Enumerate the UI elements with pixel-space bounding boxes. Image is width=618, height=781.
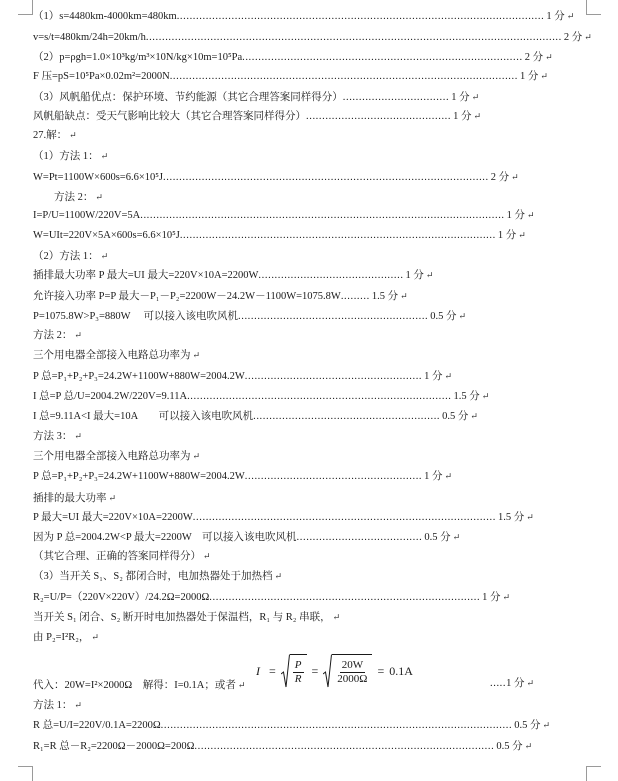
paragraph-mark: ↵ [584, 32, 592, 42]
answer-line [33, 589, 593, 606]
formula-result: 0.1A [389, 663, 413, 678]
paragraph-mark: ↵ [540, 71, 548, 81]
paragraph-mark: ↵ [74, 330, 82, 340]
paragraph-mark: ↵ [458, 311, 467, 321]
line-score: 2 分 [490, 172, 510, 183]
line-text: I 总=9.11A<I 最大=10A 可以接入该电吹风机 [33, 411, 254, 422]
line-text: （2）方法 1： [33, 251, 99, 262]
answer-line [33, 509, 593, 526]
answer-line [33, 347, 593, 364]
line-text: I 总=P 总/U=2004.2W/220V=9.11A [33, 391, 188, 402]
frac-den-2000ohm: 2000Ω [337, 672, 368, 685]
line-score: 1 分 [482, 592, 501, 603]
paragraph-mark: ↵ [542, 720, 550, 730]
line-score: 1.5 分 [497, 512, 525, 523]
answer-line [33, 717, 593, 734]
line-text: R₂=U/P=（220V×220V）/24.2Ω=2000Ω [33, 592, 210, 603]
answer-line [33, 388, 593, 405]
formula-score-value: 1 分 [506, 678, 525, 689]
frac-p-over-r [293, 659, 304, 686]
line-leader-dots: .................................................................................................................. [176, 11, 545, 22]
paragraph-mark: ↵ [203, 551, 211, 561]
line-text: P 最大=UI 最大=220V×10A=2200W [33, 512, 193, 523]
line-text: 插排最大功率 P 最大=UI 最大=220V×10A=2200W [33, 270, 259, 281]
paragraph-mark: ↵ [108, 493, 117, 503]
answer-line [33, 548, 593, 565]
answer-line [33, 148, 593, 165]
formula-score [490, 675, 534, 692]
line-text: W=Pt=1100W×600s=6.6×10⁵J [33, 172, 164, 183]
line-score: 1 分 [497, 230, 517, 241]
answer-line [33, 308, 593, 325]
paragraph-mark: ↵ [524, 741, 533, 751]
line-leader-dots: .................................................................................................. [179, 230, 496, 241]
line-leader-dots: ....................................................... [244, 371, 423, 382]
line-text: 方法 2： [33, 192, 94, 203]
line-score: 0.5 分 [442, 411, 469, 422]
line-score: 0.5 分 [514, 720, 541, 731]
line-score: 2 分 [524, 52, 544, 63]
paragraph-mark: ↵ [527, 210, 535, 220]
answer-line [33, 327, 593, 344]
paragraph-mark: ↵ [192, 451, 201, 461]
paragraph-mark: ↵ [511, 172, 519, 182]
answer-line [33, 609, 593, 626]
line-text: 三个用电器全部接入电路总功率为 [33, 451, 191, 462]
line-text: 当开关 S₁ 闭合、S₂ 断开时电加热器处于保温档，R₁ 与 R₂ 串联， [33, 612, 331, 623]
line-leader-dots: ....................................... [296, 532, 423, 543]
paragraph-mark: ↵ [452, 532, 461, 542]
line-text: 风帆船缺点：受天气影响比较大（其它合理答案同样得分） [33, 111, 306, 122]
line-leader-dots: ................................................................................................................. [140, 210, 505, 221]
paragraph-mark: ↵ [91, 632, 99, 642]
line-text: R₁=R 总－R₂=2200Ω－2000Ω=200Ω [33, 741, 195, 752]
line-leader-dots: ............................................................................................. [194, 741, 495, 752]
line-score: 1.5 分 [453, 391, 480, 402]
paragraph-mark: ↵ [237, 680, 246, 690]
line-text: 27.解： [33, 130, 68, 141]
paragraph-mark: ↵ [192, 350, 201, 360]
line-score: 1 分 [453, 111, 472, 122]
answer-line [33, 127, 593, 144]
paragraph-mark: ↵ [481, 391, 490, 401]
answer-line [33, 89, 593, 106]
line-leader-dots: ........................................................... [238, 311, 429, 322]
line-text: 方法 2： [33, 330, 73, 341]
line-score: 0.5 分 [424, 532, 451, 543]
line-leader-dots: ....................................................... [244, 471, 423, 482]
sqrt-p-over-r [281, 654, 307, 688]
page-corner-bottom-right [586, 766, 601, 781]
line-leader-dots: ............................................................................................................. [160, 720, 513, 731]
answer-line [33, 108, 593, 125]
line-leader-dots: .................................................................................... [209, 592, 481, 603]
answer-line [33, 529, 593, 546]
page-corner-bottom-left [18, 766, 33, 781]
formula-lhs: I [256, 663, 260, 678]
line-score: 1 分 [546, 11, 565, 22]
line-leader-dots: .................................................................................. [187, 391, 452, 402]
paragraph-mark: ↵ [274, 571, 283, 581]
line-leader-dots: ............................................................................................................ [169, 71, 518, 82]
paragraph-mark: ↵ [74, 700, 82, 710]
sqrt-values [323, 654, 372, 688]
answer-line [33, 29, 593, 46]
answer-line [33, 207, 593, 224]
paragraph-mark: ↵ [95, 192, 103, 202]
line-score: 0.5 分 [496, 741, 523, 752]
answer-line [33, 49, 593, 66]
line-score: 2 分 [563, 32, 583, 43]
line-score: 1 分 [451, 92, 470, 103]
line-leader-dots: ............................................. [258, 270, 404, 281]
paragraph-mark: ↵ [545, 52, 553, 62]
paragraph-mark: ↵ [444, 371, 453, 381]
frac-num-20w: 20W [341, 658, 364, 671]
line-text: （2）p=ρgh=1.0×10³kg/m³×10N/kg×10m=10⁵Pa [33, 52, 243, 63]
paragraph-mark: ↵ [69, 130, 77, 140]
page-corner-top-left [18, 0, 33, 15]
answer-line [33, 288, 593, 305]
line-leader-dots: .............................................................................................. [192, 512, 496, 523]
line-score: 1 分 [405, 270, 424, 281]
line-text: 三个用电器全部接入电路总功率为 [33, 350, 191, 361]
formula-equals: = [311, 663, 319, 678]
answer-line [33, 697, 593, 714]
answer-line [33, 8, 593, 25]
answer-line [33, 629, 593, 646]
line-text: （3）当开关 S₁、S₂ 都闭合时，电加热器处于加热档 [33, 571, 273, 582]
line-text: W=UIt=220V×5A×600s=6.6×10⁵J [33, 230, 180, 241]
line-text: P=1075.8W>P₃=880W 可以接入该电吹风机 [33, 311, 238, 322]
line-text: 允许接入功率 P=P 最大－P₁－P₂=2200W－24.2W－1100W=1075.8W [33, 291, 341, 302]
line-leader-dots: ................................. [342, 92, 450, 103]
paragraph-mark: ↵ [100, 151, 109, 161]
answer-line [33, 738, 593, 755]
formula-equals: = [269, 663, 276, 678]
paragraph-mark: ↵ [502, 592, 511, 602]
line-text: （3）风帆船优点：保护环境、节约能源（其它合理答案同样得分） [33, 92, 343, 103]
line-text: R 总=U/I=220V/0.1A=2200Ω [33, 720, 161, 731]
line-score: 1 分 [424, 371, 443, 382]
paragraph-mark: ↵ [526, 512, 534, 522]
answer-line [33, 68, 593, 85]
frac-values [335, 659, 369, 686]
paragraph-mark: ↵ [471, 92, 480, 102]
line-text: F 压=pS=10⁵Pa×0.02m²=2000N [33, 71, 170, 82]
answer-line [33, 428, 593, 445]
answer-line [33, 490, 593, 507]
line-leader-dots: ............................................. [306, 111, 452, 122]
line-text: P 总=P₁+P₂+P₃=24.2W+1100W+880W=2004.2W [33, 371, 245, 382]
answer-line [33, 468, 593, 485]
line-text: 插排的最大功率 [33, 493, 107, 504]
line-leader-dots: ................................................................................................................................. [145, 32, 562, 43]
paragraph-mark: ↵ [470, 411, 478, 421]
answer-line [33, 169, 593, 186]
line-text: P 总=P₁+P₂+P₃=24.2W+1100W+880W=2004.2W [33, 471, 245, 482]
paragraph-mark: ↵ [444, 471, 453, 481]
answer-line [33, 267, 593, 284]
frac-num-p: P [294, 658, 302, 671]
paragraph-mark: ↵ [400, 291, 408, 301]
line-text: （1）方法 1： [33, 151, 99, 162]
answer-line [33, 227, 593, 244]
line-text: 因为 P 总=2004.2W<P 最大=2200W 可以接入该电吹风机 [33, 532, 297, 543]
line-text: I=P/U=1100W/220V=5A [33, 210, 141, 221]
line-leader-dots: ......... [340, 291, 370, 302]
frac-den-r: R [294, 672, 302, 685]
paragraph-mark: ↵ [425, 270, 434, 280]
line-text: 方法 3： [33, 431, 73, 442]
formula-score-dots: ..... [490, 678, 507, 689]
answer-line [33, 189, 593, 206]
line-text: 方法 1： [33, 700, 73, 711]
paragraph-mark: ↵ [526, 678, 535, 688]
paragraph-mark: ↵ [332, 612, 341, 622]
current-formula [256, 651, 413, 691]
answer-line [33, 368, 593, 385]
answer-line [33, 248, 593, 265]
paragraph-mark: ↵ [100, 251, 109, 261]
formula-equals: = [377, 663, 385, 678]
answer-line [33, 568, 593, 585]
paragraph-mark: ↵ [518, 230, 526, 240]
answer-line [33, 448, 593, 465]
paragraph-mark: ↵ [566, 11, 575, 21]
paragraph-mark: ↵ [473, 111, 482, 121]
line-leader-dots: .......................................................... [253, 411, 441, 422]
line-leader-dots: ..................................................................................................... [163, 172, 489, 183]
line-score: 0.5 分 [430, 311, 457, 322]
line-score: 1 分 [520, 71, 539, 82]
line-text: （1）s=4480km-4000km=480km [33, 11, 177, 22]
answer-line [33, 408, 593, 425]
line-score: 1 分 [506, 210, 526, 221]
line-text: v=s/t=480km/24h=20km/h [33, 32, 146, 43]
line-score: 1 分 [424, 471, 443, 482]
line-score: 1.5 分 [371, 291, 399, 302]
line-text: 代入：20W=I²×2000Ω 解得：I=0.1A；或者 [33, 680, 236, 691]
line-text: 由 P₂=I²R₂， [33, 632, 90, 643]
line-text: （其它合理、正确的答案同样得分） [33, 551, 201, 562]
line-leader-dots: ....................................................................................... [242, 52, 523, 63]
paragraph-mark: ↵ [74, 431, 82, 441]
